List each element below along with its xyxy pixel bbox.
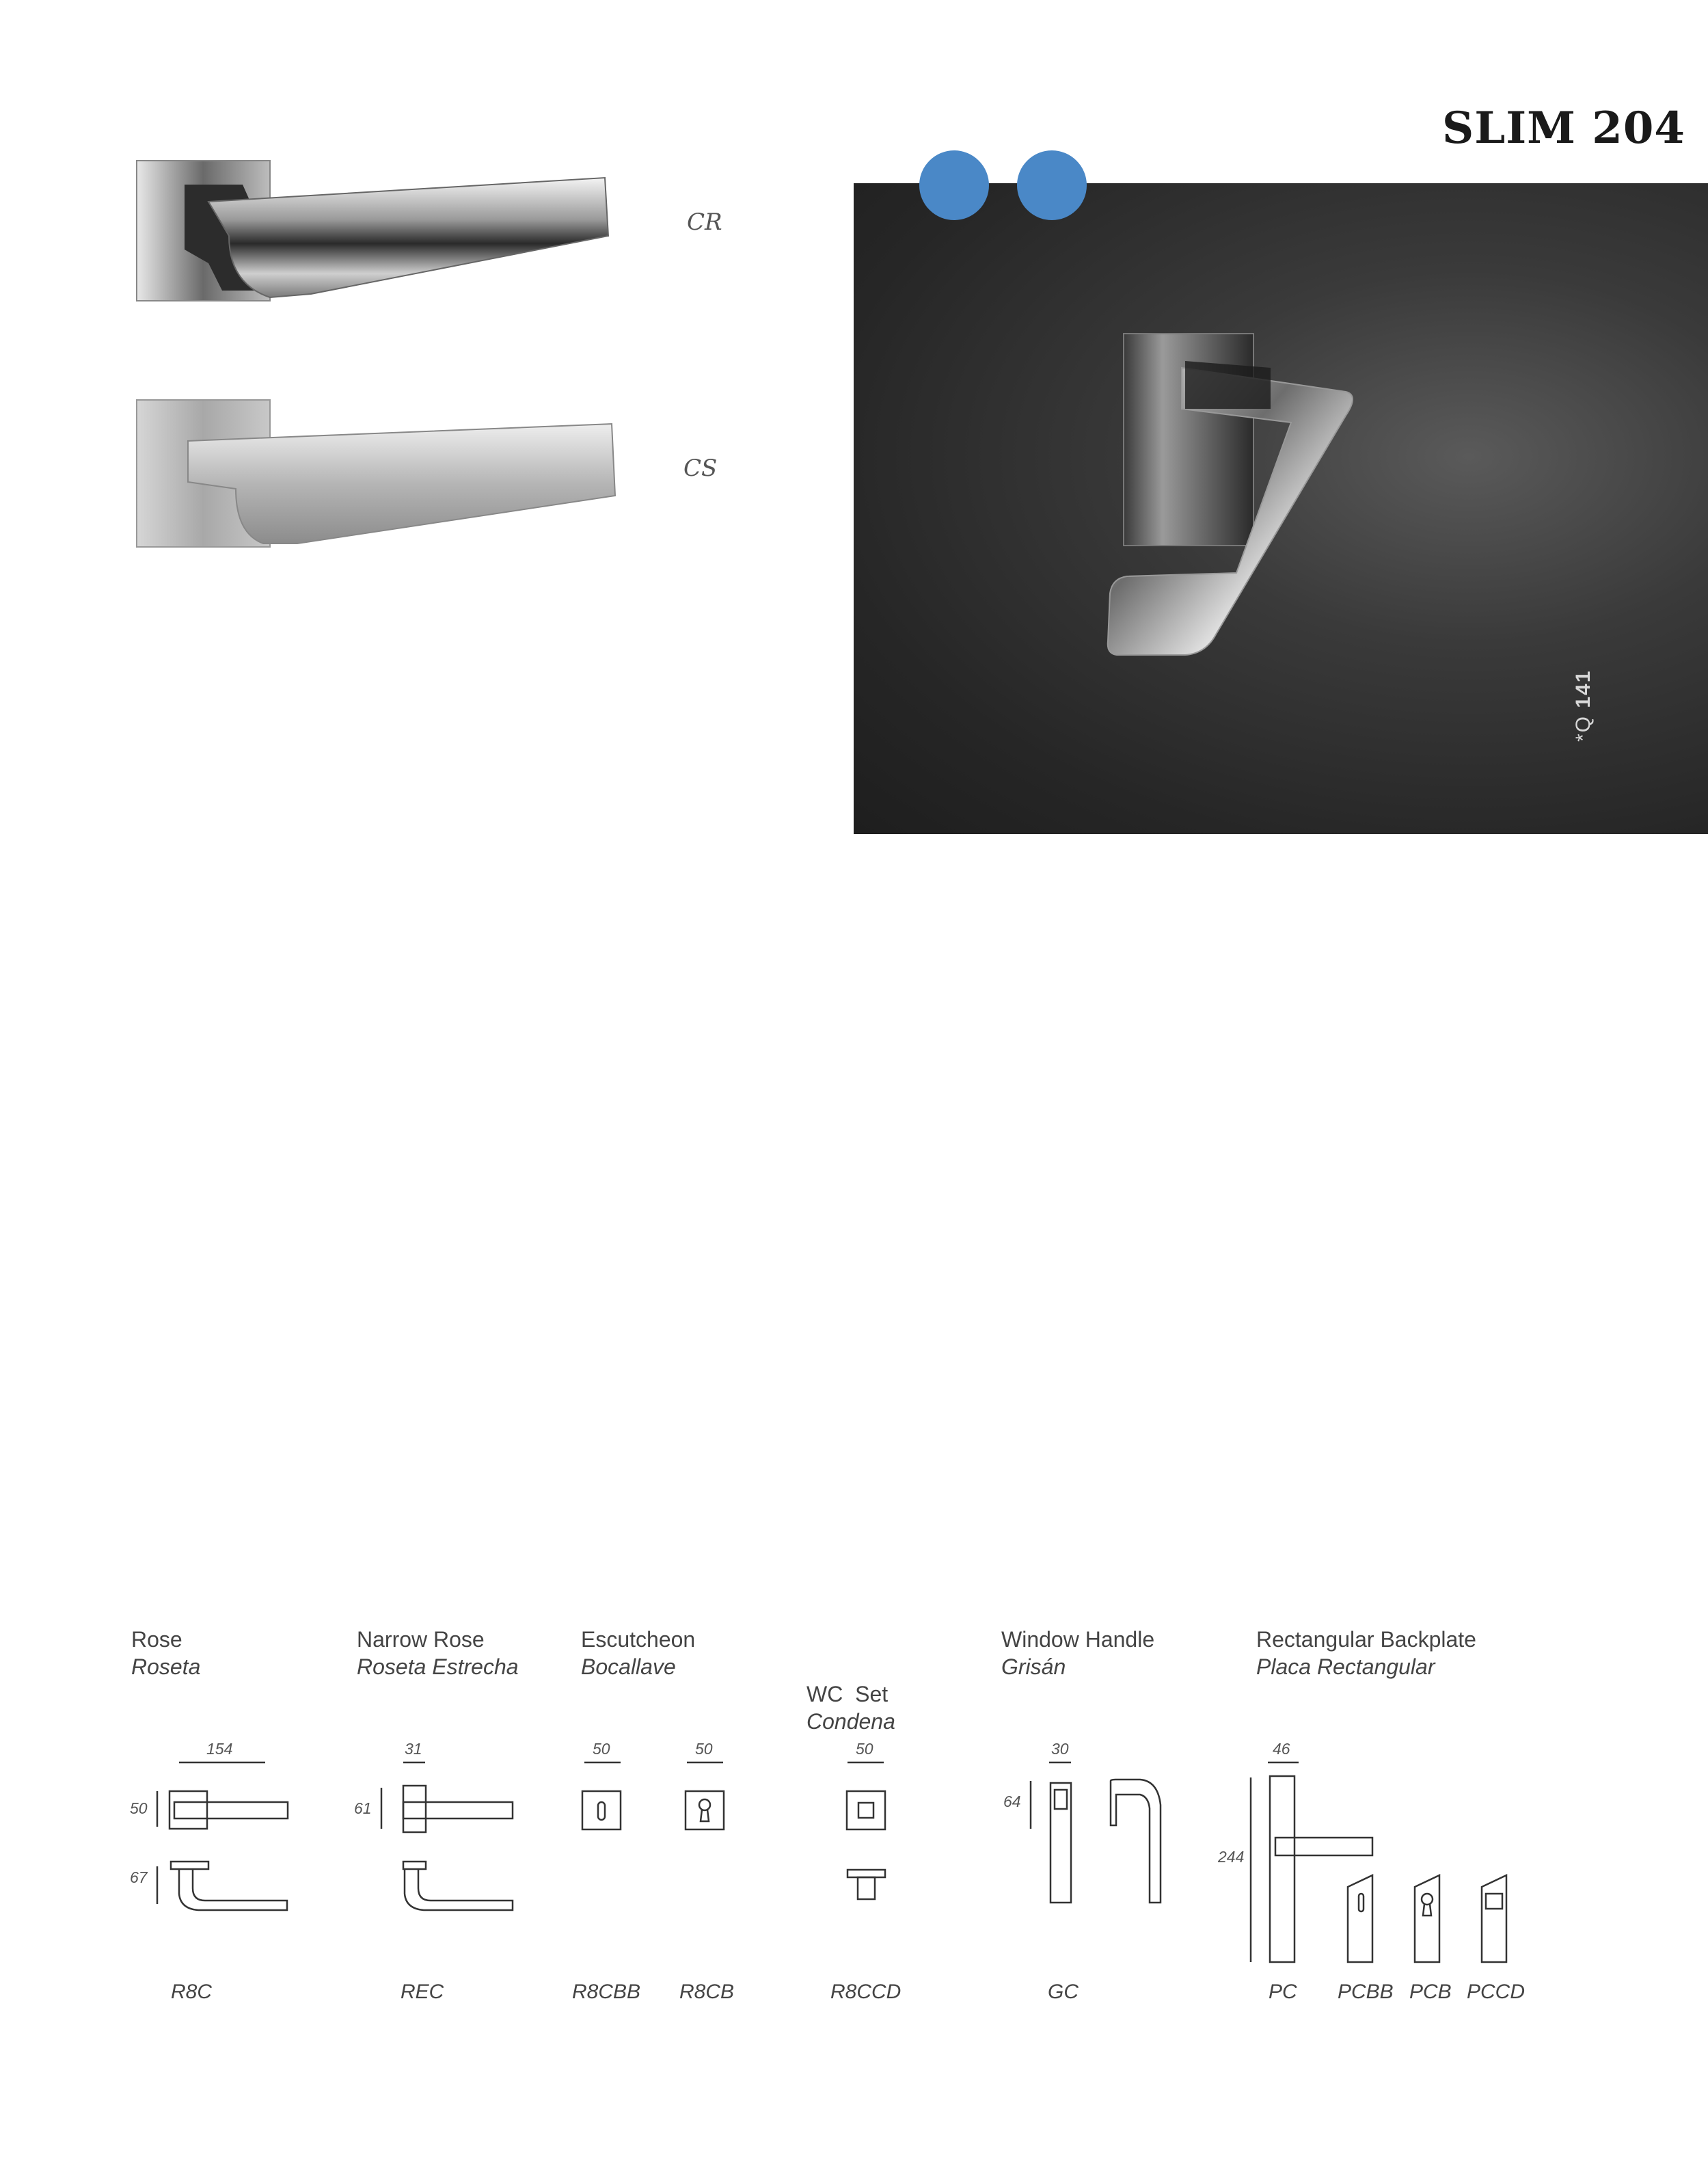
drawing-wc-r8ccd bbox=[847, 1791, 885, 1899]
drawing-escutcheon-r8cbb bbox=[582, 1791, 621, 1829]
drawing-narrow-rose-rec bbox=[403, 1786, 513, 1910]
code-r8cbb: R8CBB bbox=[572, 1981, 641, 2003]
dim-plate-height: 244 bbox=[1218, 1848, 1245, 1866]
dim-escutcheon-2-width: 50 bbox=[695, 1740, 713, 1758]
code-rec: REC bbox=[401, 1981, 444, 2003]
drawing-rose-r8c bbox=[170, 1791, 288, 1910]
code-pcb: PCB bbox=[1409, 1981, 1452, 2003]
drawing-backplate-pcbb bbox=[1348, 1875, 1372, 1962]
drawing-backplate-pccd bbox=[1482, 1875, 1506, 1962]
dim-plate-width: 46 bbox=[1273, 1740, 1290, 1758]
dim-narrow-height: 61 bbox=[354, 1799, 372, 1817]
category-escutcheon: Escutcheon Bocallave bbox=[581, 1627, 696, 1679]
category-wc-set: WC Set Condena bbox=[806, 1682, 895, 1734]
code-pcbb: PCBB bbox=[1338, 1981, 1394, 2003]
drawing-backplate-pcb bbox=[1415, 1875, 1439, 1962]
page-title: SLIM 204 bbox=[1442, 103, 1685, 154]
drawing-backplate-pc bbox=[1270, 1776, 1372, 1962]
dim-narrow-width: 31 bbox=[405, 1740, 422, 1758]
photo-reference-label: *Q 141 bbox=[1572, 669, 1595, 742]
category-rectangular-backplate: Rectangular Backplate Placa Rectangular bbox=[1256, 1627, 1476, 1679]
category-narrow-rose: Narrow Rose Roseta Estrecha bbox=[357, 1627, 519, 1679]
code-r8c: R8C bbox=[171, 1981, 213, 2003]
code-pc: PC bbox=[1269, 1981, 1297, 2003]
category-rose: Rose Roseta bbox=[131, 1627, 201, 1679]
code-pccd: PCCD bbox=[1467, 1981, 1526, 2003]
finish-label-cr: CR bbox=[687, 209, 722, 236]
code-r8cb: R8CB bbox=[679, 1981, 735, 2003]
finish-label-cs: CS bbox=[683, 455, 718, 482]
code-gc: GC bbox=[1048, 1981, 1079, 2003]
dim-window-height: 64 bbox=[1003, 1793, 1021, 1810]
dim-window-width: 30 bbox=[1051, 1740, 1069, 1758]
dim-escutcheon-1-width: 50 bbox=[593, 1740, 610, 1758]
dim-rose-width: 154 bbox=[206, 1740, 233, 1758]
dim-rose-height: 50 bbox=[130, 1799, 148, 1817]
code-r8ccd: R8CCD bbox=[830, 1981, 902, 2003]
drawing-window-handle-gc bbox=[1050, 1780, 1161, 1903]
drawing-escutcheon-r8cb bbox=[686, 1791, 724, 1829]
dim-rose-depth: 67 bbox=[130, 1868, 148, 1886]
dim-wc-width: 50 bbox=[856, 1740, 873, 1758]
category-window-handle: Window Handle Grisán bbox=[1001, 1627, 1155, 1679]
